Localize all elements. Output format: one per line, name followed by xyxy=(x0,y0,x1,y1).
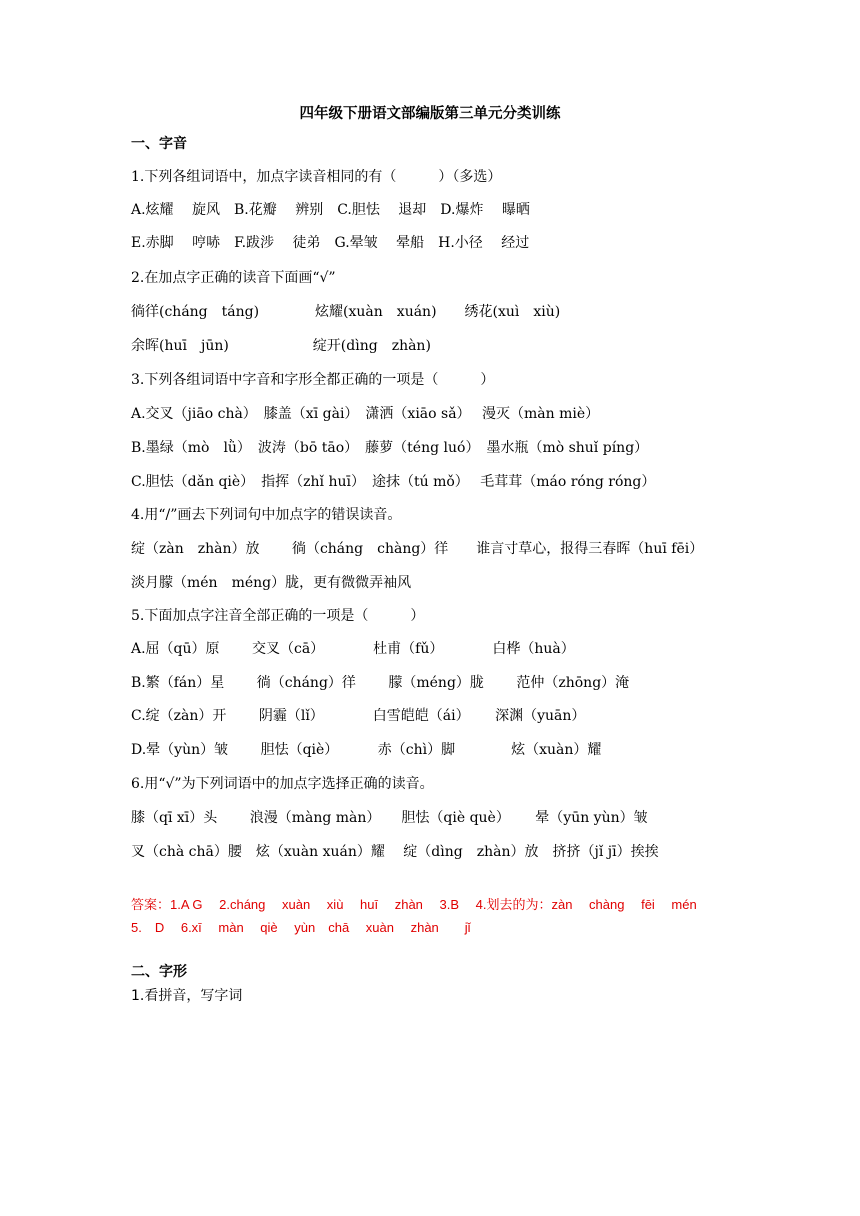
options-line: C.绽（zàn）开 阴霾（lǐ） 白雪皑皑（ái） 深渊（yuān） xyxy=(131,708,586,724)
options-line: A.炫耀 旋风 B.花瓣 辨别 C.胆怯 退却 D.爆炸 曝晒 xyxy=(131,202,530,218)
question-4: 4.用“/”画去下列词句中加点字的错误读音。 xyxy=(131,507,402,523)
pinyin-line: 徜徉(cháng táng) 炫耀(xuàn xuán) 绣花(xuì xiù) xyxy=(131,304,561,320)
pinyin-line: 叉（chà chā）腰 炫（xuàn xuán）耀 绽（dìng zhàn）放 挤挤（jǐ jī）挨挨 xyxy=(131,844,659,860)
question-5: 5.下面加点字注音全部正确的一项是（ ） xyxy=(131,608,425,624)
options-line: C.胆怯（dǎn qiè） 指挥（zhǐ huī） 途抹（tú mǒ） 毛茸茸（máo róng róng） xyxy=(131,474,656,490)
question-2: 2.在加点字正确的读音下面画“√” xyxy=(131,270,336,286)
doc-title: 四年级下册语文部编版第三单元分类训练 xyxy=(299,106,561,122)
pinyin-line: 淡月朦（mén méng）胧，更有微微弄袖风 xyxy=(131,575,412,591)
question-1: 1.下列各组词语中，加点字读音相同的有（ ）（多选） xyxy=(131,169,502,185)
options-line: A.交叉（jiāo chà） 膝盖（xī gài） 潇洒（xiāo sǎ） 漫灭（màn miè） xyxy=(131,406,600,422)
question-3: 3.下列各组词语中字音和字形全都正确的一项是（ ） xyxy=(131,372,495,388)
pinyin-line: 绽（zàn zhàn）放 徜（cháng chàng）徉 谁言寸草心，报得三春晖（huī fēi） xyxy=(131,541,704,557)
section2-question-1: 1.看拼音，写字词 xyxy=(131,988,243,1004)
options-line: B.墨绿（mò lǜ） 波涛（bō tāo） 藤萝（téng luó） 墨水瓶（mò shuǐ píng） xyxy=(131,440,649,456)
options-line: E.赤脚 哼哧 F.跋涉 徒弟 G.晕皱 晕船 H.小径 经过 xyxy=(131,235,530,251)
section-heading-pronunciation: 一、字音 xyxy=(131,136,187,152)
pinyin-line: 余晖(huī jūn) 绽开(dìng zhàn) xyxy=(131,338,431,354)
question-6: 6.用“√”为下列词语中的加点字选择正确的读音。 xyxy=(131,776,434,792)
options-line: A.屈（qū）原 交叉（cā） 杜甫（fǔ） 白桦（huà） xyxy=(131,641,575,657)
options-line: B.繁（fán）星 徜（cháng）徉 朦（méng）胧 范仲（zhōng）淹 xyxy=(131,675,630,691)
pinyin-line: 膝（qī xī）头 浪漫（màng màn） 胆怯（qiè què） 晕（yūn yùn）皱 xyxy=(131,810,648,826)
answer-key: 答案：1.A G 2.cháng xuàn xiù huī zhàn 3.B 4.划去的为：zàn chàng fēi mén xyxy=(131,897,697,912)
answer-key: 5. D 6.xī màn qiè yùn chā xuàn zhàn jǐ xyxy=(131,920,471,935)
options-line: D.晕（yùn）皱 胆怯（qiè） 赤（chì）脚 炫（xuàn）耀 xyxy=(131,742,602,758)
section-heading-glyph: 二、字形 xyxy=(131,964,187,980)
